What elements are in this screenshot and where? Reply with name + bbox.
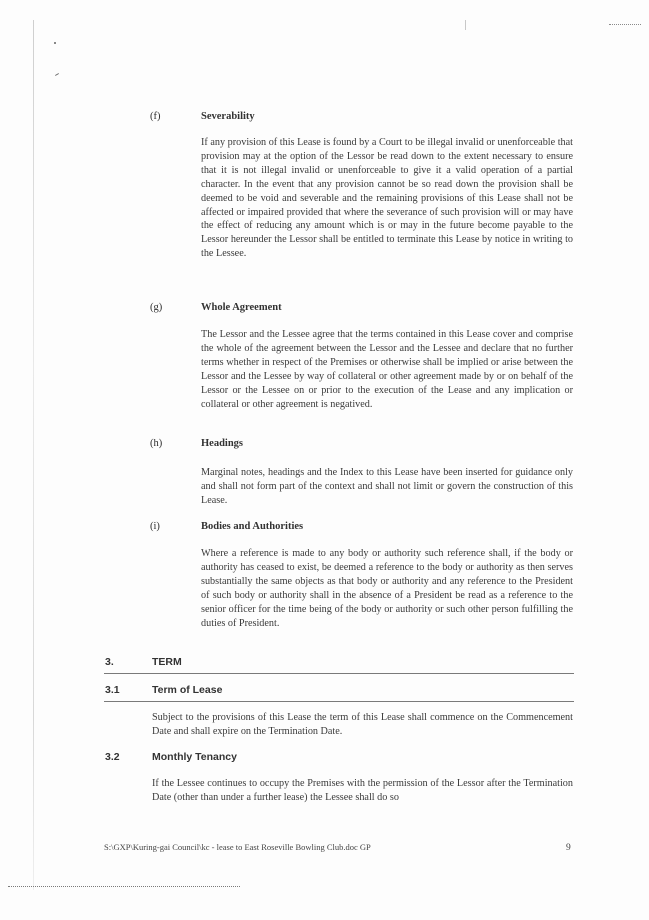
clause-number: 3.1: [105, 684, 120, 696]
clause-number: 3.2: [105, 751, 120, 763]
clause-text: If the Lessee continues to occupy the Premises with the permission of the Lessor after the Termination Date (other than under a further lease) the Lessee shall do so: [152, 778, 573, 803]
scan-mark-top-right: [609, 24, 641, 25]
subclause-text: Where a reference is made to any body or authority such reference shall, if the body or authority has ceased to exist, be deemed a reference to the body or authority as then serves substantially the same objects as that body or authority and any reference to the President of such body or authority shall in the absence of a President be read as a reference to the senior officer for the time being of the body or authority or such other person fulfilling the duties of President.: [201, 548, 573, 629]
section-number: 3.: [105, 656, 114, 668]
clause-heading: Monthly Tenancy: [152, 751, 237, 763]
subclause-text: Marginal notes, headings and the Index to this Lease have been inserted for guidance only and shall not form part of the context and shall not limit or govern the construction of this Lease.: [201, 467, 573, 506]
subclause-text: The Lessor and the Lessee agree that the terms contained in this Lease cover and comprise the whole of the agreement between the Lessor and the Lessee and declare that no further terms whether in respect of the Premises or otherwise shall be implied or arise between the Lessor and the Lessee by way of collateral or other agreement made by or on behalf of the Lessor or the Lessee on or prior to the execution of the Lease and any implication or collateral or other agreement is negatived.: [201, 329, 573, 410]
scan-speck: [54, 42, 56, 44]
subclause-number: (f): [150, 111, 161, 122]
subclause-heading: Whole Agreement: [201, 302, 282, 313]
subclause-heading: Headings: [201, 438, 244, 449]
subclause-number: (h): [150, 438, 163, 449]
clause-text: Subject to the provisions of this Lease the term of this Lease shall commence on the Commencement Date and shall expire on the Termination Date.: [152, 712, 573, 737]
clause-rule: [104, 701, 574, 702]
scan-speck: [55, 73, 59, 76]
subclause-heading: Severability: [201, 111, 255, 122]
subclause-text: If any provision of this Lease is found by a Court to be illegal invalid or unenforceable that provision may at the option of the Lessor be read down to the extent necessary to ensure that it is not illegal invalid or unenforceable to give it a valid operation of a partial character. In the event that any provision cannot be so read down the provision shall be deemed to be void and severable and the remaining provisions of this Lease shall not be affected or impaired provided that where the severance of such provision will or may have the effect of reducing any amount which is or may in the future become payable to the Lessor hereunder the Lessor shall be entitled to terminate this Lease by notice in writing to the Lessee.: [201, 137, 573, 260]
section-rule: [104, 673, 574, 674]
scan-edge-line: [33, 20, 34, 890]
subclause-heading: Bodies and Authorities: [201, 521, 304, 532]
page-number: 9: [566, 843, 571, 853]
section-heading: TERM: [152, 656, 182, 668]
subclause-number: (g): [150, 302, 163, 313]
subclause-number: (i): [150, 521, 160, 532]
scan-mark-bottom-left: [8, 886, 240, 887]
footer-file-path: S:\GXP\Kuring-gai Council\kc - lease to East Roseville Bowling Club.doc GP: [104, 842, 371, 852]
scan-mark-top: [465, 20, 466, 30]
clause-heading: Term of Lease: [152, 684, 223, 696]
